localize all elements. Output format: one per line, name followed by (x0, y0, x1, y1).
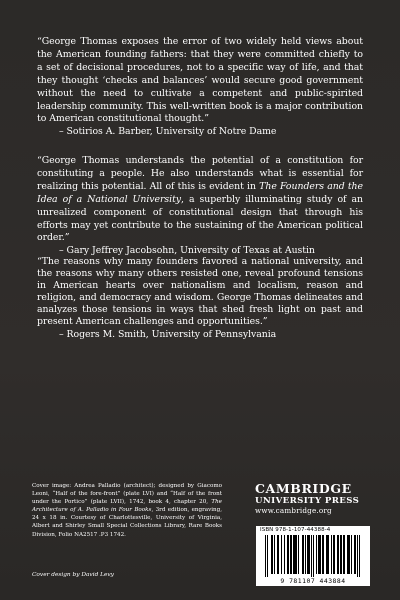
endorsement-barber (37, 36, 363, 139)
endorsement-quote: “The reasons why many founders favored a national university, and the reasons why many others resisted one, reveal profound tensions in American hearts over nationalism and localism, reason and religion, and democracy and wisdom. George Thomas delineates and analyzes those tensions in ways that shed fresh light on past and present American challenges and opportunities.” (37, 256, 363, 328)
barcode-bar (309, 535, 310, 574)
barcode-bar (272, 535, 273, 574)
endorsement-attribution: – Rogers M. Smith, University of Pennsylvania (59, 328, 277, 340)
barcode-bar (349, 535, 350, 574)
barcode-panel (256, 526, 370, 586)
barcode-bar (343, 535, 344, 574)
barcode-bar (348, 535, 349, 574)
barcode-bar (313, 535, 314, 577)
barcode-digits: 9 781107 443884 (280, 577, 346, 585)
barcode-bar (331, 535, 332, 574)
barcode-bar (305, 535, 306, 574)
barcode-bar (311, 535, 312, 577)
quote-text: , a superbly illuminating study of an unrealized component of constitutional design that through his efforts may yet contribute to the sustaining of the American political order.” (37, 193, 363, 244)
barcode-bar (295, 535, 296, 574)
barcode-icon (264, 535, 362, 577)
barcode-bar (357, 535, 358, 577)
barcode-bar (344, 535, 345, 574)
barcode-bar (291, 535, 292, 574)
barcode-bar (333, 535, 334, 574)
barcode-bar (354, 535, 355, 574)
barcode-bar (274, 535, 275, 574)
credit-text: , 3rd edition, engraving, 24 x 18 in. Courtesy of Charlottesville, University of Virginia, Albert and Shirley Small Special Collections Library, Rare Books Division, Folio NA2517 .P3 1742. (32, 507, 223, 538)
endorsement-smith (37, 256, 363, 341)
barcode-bar (288, 535, 289, 574)
endorsement-attribution: – Sotirios A. Barber, University of Notre Dame (59, 126, 277, 138)
barcode-bar (338, 535, 339, 574)
barcode-bar (303, 535, 304, 574)
barcode-bar (267, 535, 268, 577)
barcode-bar (265, 535, 266, 577)
barcode-bar (355, 535, 356, 574)
barcode-bar (293, 535, 294, 574)
barcode-bar (318, 535, 319, 574)
barcode-bar (319, 535, 320, 574)
barcode-bar (337, 535, 338, 574)
credit-book-title: The Architecture of A. Palladio in Four Books (32, 499, 222, 514)
barcode-bar (281, 535, 282, 574)
barcode-bar (277, 535, 278, 574)
barcode-bar (340, 535, 341, 574)
barcode-bar (323, 535, 324, 574)
barcode-bar (327, 535, 328, 574)
barcode-bar (294, 535, 295, 574)
publisher-logo (255, 482, 359, 516)
endorsement-jacobsohn (37, 155, 363, 258)
book-title: The Founders and the Idea of a National University (37, 180, 364, 205)
barcode-bar (316, 535, 317, 574)
publisher-name-sub: UNIVERSITY PRESS (255, 496, 360, 506)
barcode-bar (287, 535, 288, 574)
barcode-bar (326, 535, 327, 574)
barcode-bar (328, 535, 329, 574)
barcode-bar (290, 535, 291, 574)
barcode-bar (308, 535, 309, 574)
publisher-name: CAMBRIDGE (255, 481, 352, 496)
barcode-bar (307, 535, 308, 574)
barcode-bar (278, 535, 279, 574)
barcode-bar (298, 535, 299, 574)
barcode-bar (271, 535, 272, 574)
endorsement-quote (37, 155, 363, 245)
barcode-bar (341, 535, 342, 574)
cover-image-credit (32, 482, 222, 539)
cover-design-credit: Cover design by David Levy (32, 572, 114, 578)
barcode-bar (320, 535, 321, 574)
publisher-url: www.cambridge.org (255, 506, 332, 515)
isbn-label: ISBN 978-1-107-44388-4 (260, 527, 331, 533)
quote-text: “George Thomas understands the potential of a constitution for constituting a people. He also understands what is essential for realizing this potential. All of this is evident in (37, 155, 363, 192)
credit-text: Cover image: Andrea Palladio (architect); designed by Giacomo Leoni, “Half of the fore-front” (plate LVI) and “Half of the front under the Portico” (plate LVII), 1742, book 4, chapter 20, (32, 483, 222, 506)
barcode-bar (322, 535, 323, 574)
barcode-bar (347, 535, 348, 574)
barcode-bar (296, 535, 297, 574)
barcode-bar (334, 535, 335, 574)
barcode-bar (359, 535, 360, 577)
endorsement-quote: “George Thomas exposes the error of two widely held views about the American founding fathers: that they were committed chiefly to a set of decisional procedures, not to a specific way of life, and that they thought ‘checks and balances’ would secure good government without the need to cultivate a competent and public-spirited leadership community. This well-written book is a major contribution to American constitutional thought.” (37, 36, 363, 125)
barcode-bar (351, 535, 352, 574)
endorsement-attribution: – Gary Jeffrey Jacobsohn, University of Texas at Austin (59, 245, 315, 257)
barcode-bar (284, 535, 285, 574)
barcode-bar (302, 535, 303, 574)
